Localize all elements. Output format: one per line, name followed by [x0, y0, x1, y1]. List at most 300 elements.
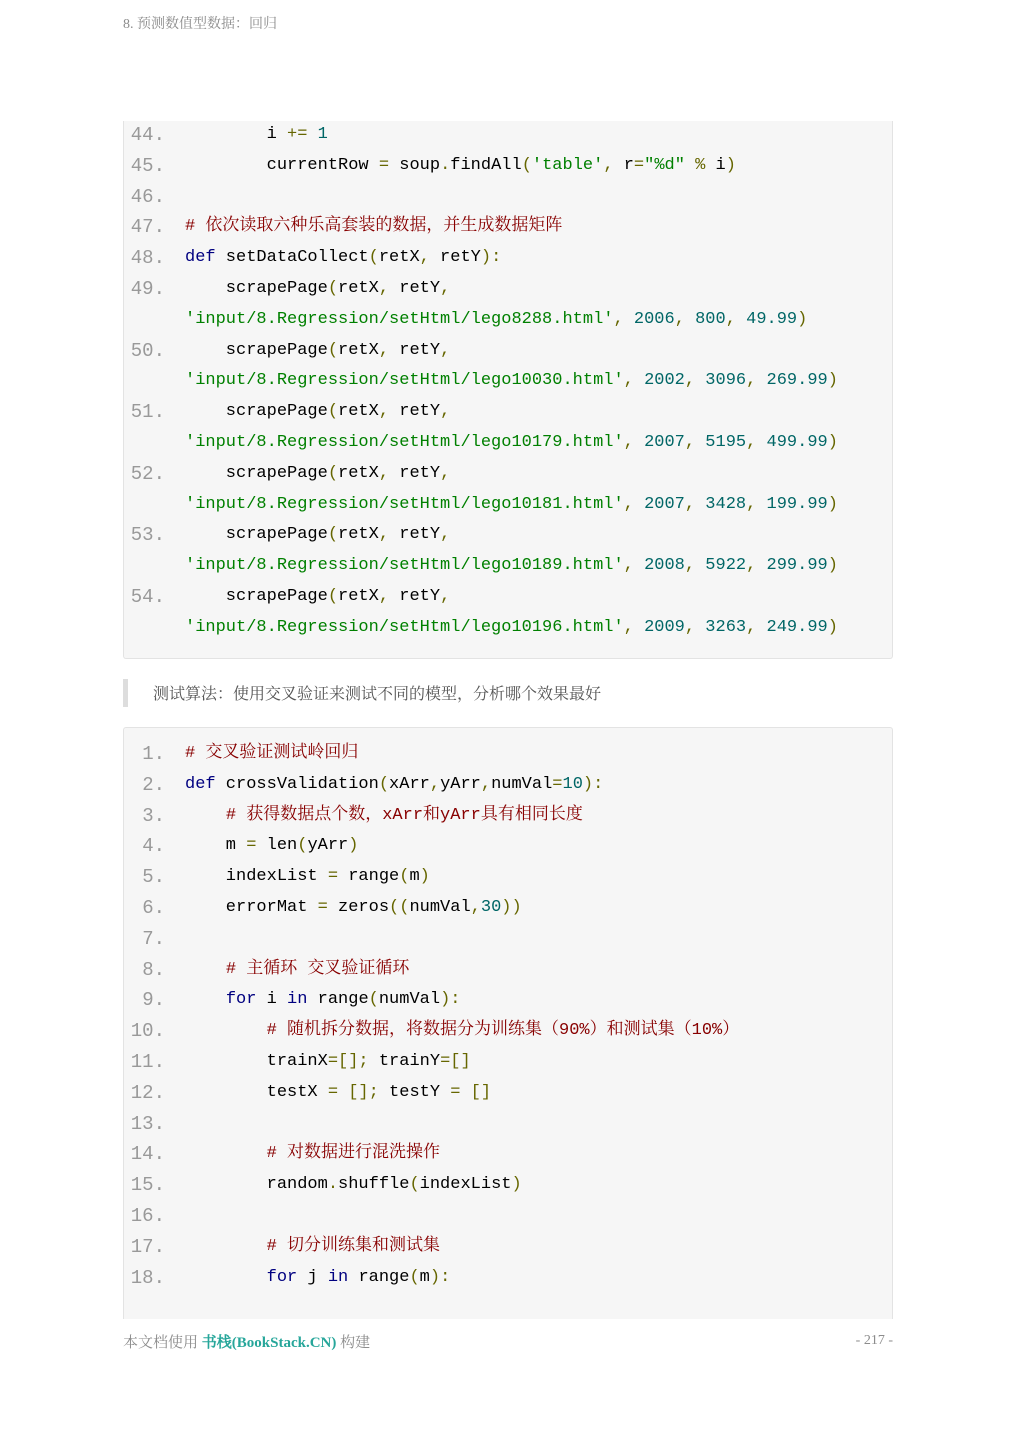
- code-line: [124, 1109, 892, 1139]
- code-token-plain: [756, 371, 766, 390]
- line-number: 50.: [130, 339, 165, 362]
- code-line: [124, 1201, 892, 1231]
- code-token-pun: (: [399, 867, 410, 887]
- line-number: 7.: [142, 927, 165, 950]
- code-token-plain: trainX: [185, 1052, 328, 1071]
- code-line: [124, 1232, 892, 1262]
- code-token-pun: ,: [440, 463, 451, 483]
- code-token-pun: ,: [746, 371, 757, 391]
- line-number: 1.: [142, 743, 165, 765]
- code-block-crossvalidation: [123, 727, 893, 1319]
- code-token-pun: =: [450, 1082, 461, 1102]
- code-token-pun: ,: [378, 525, 390, 545]
- code-text: [185, 1047, 471, 1077]
- code-token-pun: ,: [623, 556, 634, 576]
- code-token-pun: ,: [440, 340, 451, 360]
- code-token-plain: [756, 556, 766, 575]
- code-text: [185, 459, 450, 489]
- code-token-plain: zeros: [327, 898, 390, 917]
- code-text: [185, 1263, 450, 1293]
- code-token-plain: [756, 433, 766, 452]
- code-token-pun: (: [368, 990, 379, 1010]
- line-number: 54.: [130, 586, 165, 608]
- code-token-num: 3428: [705, 494, 747, 514]
- code-token-plain: i: [185, 125, 288, 144]
- code-token-plain: [685, 310, 695, 329]
- code-line: [124, 985, 892, 1015]
- code-token-com: # 主循环 交叉验证循环: [225, 959, 410, 979]
- code-token-com: # 依次读取六种乐高套装的数据，并生成数据矩阵: [185, 217, 563, 237]
- code-token-kw: in: [287, 990, 308, 1010]
- page-number: - 217 -: [855, 1333, 893, 1348]
- line-number: 53.: [130, 524, 165, 547]
- code-token-num: 269.99: [766, 371, 828, 391]
- code-token-plain: indexList: [185, 867, 328, 887]
- footer-credit: [123, 1331, 370, 1352]
- code-token-plain: range: [348, 1267, 410, 1287]
- code-token-num: 249.99: [766, 617, 828, 637]
- code-token-plain: [695, 433, 705, 452]
- code-line: [124, 305, 892, 335]
- code-token-pun: ,: [440, 402, 451, 422]
- code-token-plain: scrapePage: [185, 587, 328, 606]
- code-line: [124, 520, 892, 550]
- line-number: 10.: [130, 1020, 165, 1043]
- code-token-str: 'input/8.Regression/setHtml/lego10181.html': [185, 494, 624, 514]
- code-token-plain: indexList: [419, 1175, 512, 1195]
- code-token-pun: (: [297, 836, 308, 856]
- code-token-plain: retY: [389, 525, 441, 545]
- code-line: [124, 613, 892, 643]
- code-token-plain: [695, 556, 705, 575]
- code-token-pun: ): [511, 1175, 522, 1195]
- code-token-plain: setDataCollect: [215, 248, 369, 268]
- code-token-plain: m: [185, 836, 247, 856]
- code-text: [185, 1170, 522, 1200]
- code-token-pun: (: [327, 279, 339, 298]
- code-token-plain: [634, 371, 644, 390]
- line-number: 2.: [142, 773, 165, 796]
- line-number: 8.: [142, 958, 165, 981]
- code-token-plain: retX: [338, 525, 379, 545]
- code-token-str: "%d": [644, 155, 685, 175]
- code-token-plain: yArr: [307, 836, 349, 856]
- code-line: [124, 397, 892, 427]
- code-token-pun: ): [827, 617, 838, 637]
- code-token-pun: (: [378, 774, 390, 794]
- code-line: [124, 801, 892, 831]
- code-token-pun: ,: [440, 279, 451, 298]
- line-number: 46.: [130, 185, 165, 208]
- code-token-plain: scrapePage: [185, 402, 328, 422]
- code-text: [185, 801, 583, 831]
- code-line: [124, 770, 892, 800]
- code-token-pun: ,: [746, 617, 757, 637]
- code-token-pun: ): [348, 836, 359, 856]
- code-text: [185, 212, 562, 242]
- code-token-plain: [185, 990, 226, 1009]
- code-token-plain: retX: [338, 463, 379, 483]
- code-text: [185, 120, 328, 150]
- code-token-plain: retY: [389, 340, 441, 360]
- line-number: 17.: [130, 1235, 165, 1258]
- code-token-plain: range: [338, 867, 400, 887]
- code-token-pun: =: [633, 155, 645, 175]
- code-token-plain: testX: [185, 1082, 328, 1102]
- code-token-plain: findAll: [450, 155, 522, 175]
- code-token-plain: len: [256, 836, 298, 856]
- code-token-plain: [185, 806, 226, 825]
- code-text: [185, 336, 450, 366]
- code-text: [185, 770, 603, 800]
- blockquote: [123, 679, 893, 707]
- code-token-str: 'input/8.Regression/setHtml/lego10179.html': [185, 433, 624, 452]
- code-token-plain: numVal: [378, 990, 441, 1010]
- code-token-pun: ,: [684, 556, 696, 576]
- code-token-pun: ,: [684, 433, 696, 452]
- code-token-pun: (: [327, 402, 339, 422]
- code-token-pun: ,: [470, 898, 481, 917]
- code-token-pun: (: [327, 587, 339, 606]
- code-token-plain: m: [409, 867, 420, 887]
- code-token-str: 'table': [531, 155, 604, 175]
- code-token-pun: ,: [378, 587, 390, 606]
- code-token-pun: ):: [429, 1267, 451, 1287]
- code-token-pun: ,: [378, 279, 390, 298]
- line-number: 6.: [142, 897, 165, 919]
- code-token-com: # 获得数据点个数，xArr和yArr具有相同长度: [225, 805, 583, 825]
- code-text: [185, 151, 736, 181]
- code-token-pun: ,: [419, 248, 430, 268]
- code-token-pun: ): [827, 556, 838, 576]
- code-line: [124, 459, 892, 489]
- code-token-pun: .: [327, 1175, 339, 1195]
- code-line: [124, 1170, 892, 1200]
- code-token-num: 2009: [644, 617, 685, 637]
- code-token-com: # 交叉验证测试岭回归: [185, 744, 359, 763]
- code-token-kw: in: [327, 1267, 349, 1287]
- code-token-pun: )): [501, 898, 522, 917]
- code-token-pun: =: [327, 867, 339, 887]
- code-token-plain: retX: [378, 248, 420, 268]
- code-line: [124, 490, 892, 520]
- code-text: [185, 955, 409, 985]
- line-number: 13.: [130, 1112, 165, 1135]
- code-token-plain: retY: [429, 248, 481, 268]
- code-token-num: 2007: [644, 433, 685, 452]
- code-token-kw: def: [185, 774, 216, 794]
- code-token-pun: [];: [348, 1082, 379, 1102]
- running-header: 8. 预测数值型数据：回归: [123, 17, 277, 32]
- code-token-str: 'input/8.Regression/setHtml/lego8288.html': [185, 309, 614, 329]
- code-line: [124, 428, 892, 458]
- code-token-pun: ,: [623, 617, 634, 637]
- code-token-num: 299.99: [766, 556, 828, 576]
- code-text: [185, 274, 450, 304]
- code-token-plain: [185, 1237, 267, 1256]
- code-token-pun: ): [419, 867, 430, 887]
- code-token-pun: =: [246, 836, 257, 856]
- line-number: 5.: [142, 866, 165, 889]
- code-token-plain: soup: [389, 155, 441, 175]
- code-line: [124, 739, 892, 769]
- code-token-plain: scrapePage: [185, 463, 328, 483]
- code-token-pun: ,: [746, 433, 757, 452]
- code-line: [124, 182, 892, 212]
- code-token-plain: [756, 618, 766, 637]
- code-line: [124, 151, 892, 181]
- code-token-plain: shuffle: [338, 1175, 410, 1195]
- code-token-plain: j: [297, 1267, 328, 1287]
- code-token-plain: [634, 556, 644, 575]
- code-token-num: 10: [562, 774, 583, 794]
- code-text: [185, 985, 460, 1015]
- line-number: 11.: [130, 1051, 165, 1073]
- code-token-plain: retX: [338, 402, 379, 422]
- code-token-pun: =: [552, 774, 563, 794]
- code-token-plain: retY: [389, 402, 441, 422]
- code-token-num: 800: [695, 309, 726, 329]
- line-number: 15.: [130, 1174, 165, 1197]
- code-token-pun: ,: [440, 587, 451, 606]
- line-number: 47.: [130, 216, 165, 239]
- code-line: [124, 862, 892, 892]
- code-token-plain: [460, 1083, 470, 1102]
- line-number: 9.: [142, 989, 165, 1012]
- code-token-plain: scrapePage: [185, 279, 328, 298]
- code-text: [185, 893, 522, 923]
- code-token-plain: [338, 1083, 348, 1102]
- code-line: [124, 955, 892, 985]
- code-token-plain: [695, 618, 705, 637]
- code-token-pun: ,: [746, 556, 757, 576]
- code-token-plain: trainY: [368, 1052, 441, 1071]
- code-token-pun: ): [725, 155, 736, 175]
- blockquote-text: 测试算法：使用交叉验证来测试不同的模型，分析哪个效果最好: [153, 684, 602, 703]
- code-token-num: 2008: [644, 556, 685, 576]
- code-text: [185, 1139, 440, 1169]
- code-token-pun: (: [409, 1267, 420, 1287]
- code-text: [185, 862, 430, 892]
- code-text: [185, 520, 450, 550]
- code-token-pun: ): [797, 309, 808, 329]
- code-token-kw: for: [225, 990, 257, 1010]
- code-token-plain: [307, 125, 317, 144]
- code-token-plain: currentRow: [185, 155, 379, 175]
- code-line: [124, 1016, 892, 1046]
- code-token-pun: (: [521, 155, 532, 175]
- code-token-plain: [685, 156, 695, 175]
- code-token-pun: ,: [440, 525, 451, 545]
- code-token-pun: ,: [429, 774, 441, 794]
- code-token-pun: +=: [287, 125, 308, 144]
- code-line: [124, 1263, 892, 1293]
- code-token-pun: ,: [684, 494, 696, 514]
- code-token-plain: [756, 495, 766, 514]
- code-token-plain: errorMat: [185, 898, 318, 917]
- line-number: 49.: [130, 278, 165, 300]
- code-token-plain: [624, 310, 634, 329]
- footer-suffix: 构建: [340, 1335, 371, 1351]
- code-text: [185, 1232, 440, 1262]
- code-token-plain: yArr: [440, 774, 481, 794]
- code-token-kw: def: [185, 248, 216, 268]
- line-number: 4.: [142, 835, 165, 858]
- code-text: [185, 490, 838, 520]
- code-token-str: 'input/8.Regression/setHtml/lego10196.html': [185, 617, 624, 637]
- code-line: [124, 366, 892, 396]
- code-token-plain: crossValidation: [215, 774, 379, 794]
- line-number: 18.: [130, 1266, 165, 1289]
- code-token-plain: testY: [378, 1082, 451, 1102]
- code-token-plain: numVal: [409, 898, 471, 917]
- code-text: [185, 1078, 491, 1108]
- code-token-plain: r: [613, 155, 634, 175]
- code-token-plain: range: [307, 990, 369, 1010]
- line-number: 14.: [130, 1143, 165, 1166]
- code-text: [185, 1016, 739, 1046]
- code-token-pun: ,: [623, 371, 634, 391]
- code-token-pun: (: [327, 340, 339, 360]
- code-token-plain: numVal: [491, 774, 553, 794]
- code-line: [124, 1047, 892, 1077]
- code-token-pun: ,: [378, 463, 390, 483]
- line-number: 48.: [130, 247, 165, 270]
- code-token-pun: ,: [684, 371, 696, 391]
- code-token-plain: retX: [338, 279, 379, 298]
- code-token-pun: []: [470, 1082, 492, 1102]
- code-token-plain: random: [185, 1175, 328, 1195]
- code-token-num: 1: [317, 125, 328, 144]
- code-token-plain: [634, 618, 644, 637]
- code-token-pun: (: [327, 525, 339, 545]
- code-token-pun: ): [827, 371, 838, 391]
- code-token-num: 2002: [644, 371, 685, 391]
- line-number: 12.: [130, 1081, 165, 1104]
- code-token-pun: ):: [480, 248, 502, 268]
- code-token-pun: ,: [480, 774, 492, 794]
- line-number: 3.: [142, 804, 165, 827]
- code-token-str: 'input/8.Regression/setHtml/lego10189.html': [185, 556, 624, 576]
- code-token-num: 499.99: [766, 433, 828, 452]
- code-token-plain: m: [419, 1267, 430, 1287]
- code-token-plain: xArr: [389, 774, 430, 794]
- code-line: [124, 893, 892, 923]
- code-token-pun: ,: [378, 402, 390, 422]
- code-token-plain: [185, 1144, 267, 1163]
- code-token-num: 199.99: [766, 494, 828, 514]
- code-line: [124, 120, 892, 150]
- line-number: 16.: [130, 1205, 165, 1227]
- code-token-plain: [634, 433, 644, 452]
- code-token-pun: ,: [623, 494, 634, 514]
- footer-prefix: 本文档使用: [123, 1335, 199, 1351]
- code-token-num: 5195: [705, 433, 747, 452]
- code-token-pun: =: [317, 898, 328, 917]
- code-token-pun: ):: [440, 990, 461, 1010]
- code-token-com: # 切分训练集和测试集: [266, 1236, 441, 1256]
- code-token-com: # 随机拆分数据，将数据分为训练集（90%）和测试集（10%）: [266, 1021, 740, 1041]
- code-token-num: 49.99: [746, 309, 798, 329]
- code-token-pun: ,: [684, 617, 696, 637]
- code-token-pun: ,: [378, 340, 390, 360]
- code-text: [185, 428, 838, 458]
- code-token-plain: retY: [389, 463, 441, 483]
- code-token-pun: ,: [725, 309, 736, 329]
- code-token-plain: retY: [389, 279, 441, 298]
- code-text: [185, 366, 838, 396]
- code-line: [124, 1139, 892, 1169]
- code-token-num: 2007: [644, 494, 685, 514]
- code-line: [124, 274, 892, 304]
- code-text: [185, 739, 358, 769]
- code-token-num: 2006: [633, 309, 675, 329]
- code-token-pun: ,: [623, 433, 634, 452]
- code-token-pun: ,: [603, 155, 614, 175]
- code-token-num: 5922: [705, 556, 747, 576]
- code-text: [185, 243, 501, 273]
- code-token-num: 30: [480, 898, 502, 917]
- code-text: [185, 397, 450, 427]
- code-line: [124, 924, 892, 954]
- code-token-pun: ,: [613, 309, 624, 329]
- code-token-pun: =[];: [327, 1052, 369, 1071]
- code-text: [185, 305, 807, 335]
- code-line: [124, 1078, 892, 1108]
- code-token-plain: [634, 495, 644, 514]
- code-block-setdatacollect: [123, 121, 893, 659]
- code-token-pun: (: [327, 463, 339, 483]
- code-token-com: # 对数据进行混洗操作: [266, 1144, 441, 1164]
- code-text: [185, 613, 838, 643]
- code-token-pun: (: [409, 1175, 420, 1195]
- line-number: 51.: [130, 401, 165, 424]
- code-token-pun: ,: [674, 309, 685, 329]
- code-token-plain: retY: [389, 587, 441, 606]
- code-token-plain: [185, 960, 226, 979]
- code-token-plain: [185, 1268, 267, 1287]
- code-token-plain: scrapePage: [185, 525, 328, 545]
- code-token-pun: ((: [389, 898, 410, 917]
- code-token-plain: [736, 310, 746, 329]
- code-token-plain: [185, 1021, 267, 1040]
- code-token-pun: %: [695, 155, 706, 175]
- code-token-pun: =: [327, 1082, 339, 1102]
- code-token-plain: scrapePage: [185, 340, 328, 360]
- code-line: [124, 243, 892, 273]
- code-token-plain: [695, 371, 705, 390]
- code-line: [124, 551, 892, 581]
- code-token-pun: (: [368, 248, 379, 268]
- code-token-plain: retX: [338, 340, 379, 360]
- code-token-plain: [695, 495, 705, 514]
- code-token-plain: i: [705, 155, 726, 175]
- line-number: 45.: [130, 154, 165, 177]
- code-token-str: 'input/8.Regression/setHtml/lego10030.html': [185, 371, 624, 391]
- code-token-pun: ): [827, 433, 838, 452]
- footer-bookstack-link[interactable]: 书栈(BookStack.CN): [201, 1335, 337, 1351]
- code-line: [124, 582, 892, 612]
- code-token-plain: i: [256, 990, 288, 1010]
- code-token-pun: ): [827, 494, 838, 514]
- code-token-pun: ,: [746, 494, 757, 514]
- line-number: 44.: [130, 124, 165, 146]
- code-line: [124, 212, 892, 242]
- code-token-num: 3096: [705, 371, 747, 391]
- code-token-pun: ):: [582, 774, 604, 794]
- code-token-pun: .: [440, 155, 451, 175]
- code-token-pun: =: [378, 155, 390, 175]
